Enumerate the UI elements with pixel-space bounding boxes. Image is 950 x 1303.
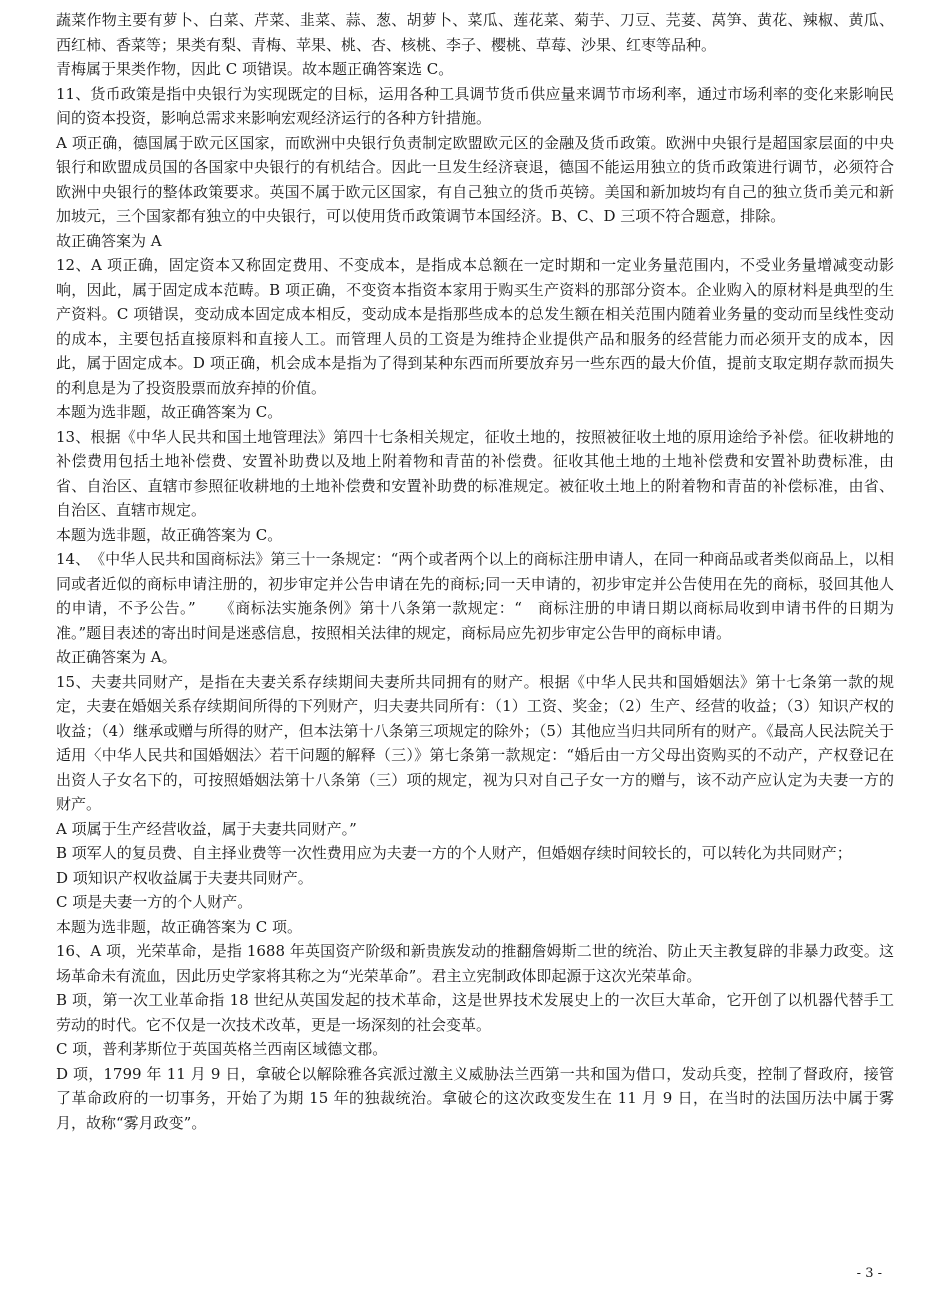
paragraph-q11-intro: 11、货币政策是指中央银行为实现既定的目标，运用各种工具调节货币供应量来调节市场利率，通过市场利率的变化来影响民间的资本投资，影响总需求来影响宏观经济运行的各种方针措施。: [56, 84, 894, 127]
paragraph-answer-13: 本题为选非题，故正确答案为 C。: [56, 525, 283, 544]
paragraph-answer-15: 本题为选非题，故正确答案为 C 项。: [56, 917, 303, 936]
paragraph-q13-analysis: 13、根据《中华人民共和国土地管理法》第四十七条相关规定，征收土地的，按照被征收土地的原用途给予补偿。征收耕地的补偿费用包括土地补偿费、安置补助费以及地上附着物和青苗的补偿费。征收其他土地的土地补偿费和安置补助费标准，由省、自治区、直辖市参照征收耕地的土地补偿费和安置补助费的标准规定。被征收土地上的附着物和青苗的补偿标准，由省、自治区、直辖市规定。: [56, 427, 894, 519]
paragraph-answer-10: 青梅属于果类作物，因此 C 项错误。故本题正确答案选 C。: [56, 60, 454, 78]
paragraph-answer-11: 故正确答案为 A: [56, 231, 162, 250]
paragraph-q15-option-d: D 项知识产权收益属于夫妻共同财产。: [56, 868, 313, 887]
paragraph-q11-analysis: A 项正确，德国属于欧元区国家，而欧洲中央银行负责制定欧盟欧元区的金融及货币政策。欧洲中央银行是超国家层面的中央银行和欧盟成员国的各国家中央银行的有机结合。因此一旦发生经济衰退，德国不能运用独立的货币政策进行调节，必须符合欧洲中央银行的整体政策要求。英国不属于欧元区国家，有自己独立的货币英镑。美国和新加坡均有自己的独立货币美元和新加坡元，三个国家都有独立的中央银行，可以使用货币政策调节本国经济。B、C、D 三项不符合题意，排除。: [56, 133, 894, 225]
page-number: - 3 -: [856, 1266, 882, 1281]
paragraph-q15-option-b: B 项军人的复员费、自主择业费等一次性费用应为夫妻一方的个人财产，但婚姻存续时间较长的，可以转化为共同财产；: [56, 844, 852, 862]
paragraph-q16-option-b: B 项，第一次工业革命指 18 世纪从英国发起的技术革命，这是世界技术发展史上的一次巨大革命，它开创了以机器代替手工劳动的时代。它不仅是一次技术改革，更是一场深刻的社会变革。: [56, 991, 894, 1034]
paragraph-q14-analysis: 14、 《中华人民共和国商标法》第三十一条规定：“两个或者两个以上的商标注册申请人，在同一种商品或者类似商品上，以相同或者近似的商标申请注册的，初步审定并公告申请在先的商标;同一天申请的，初步审定并公告使用在先的商标，驳回其他人的申请，不予公告。” 《商标法实施条例》第十八条第一款规定：“ 商标注册的申请日期以商标局收到申请书件的日期为准。”题目表述的寄出时间是迷惑信息，按照相关法律的规定，商标局应先初步审定公告甲的商标申请。: [56, 550, 894, 642]
paragraph-vegetables: 蔬菜作物主要有萝卜、白菜、芹菜、韭菜、蒜、葱、胡萝卜、菜瓜、莲花菜、菊芋、刀豆、芫荽、莴笋、黄花、辣椒、黄瓜、西红柿、香菜等；果类有梨、青梅、苹果、桃、杏、核桃、李子、樱桃、草莓、沙果、红枣等品种。: [56, 11, 894, 54]
paragraph-answer-12: 本题为选非题，故正确答案为 C。: [56, 403, 283, 421]
paragraph-q16-option-c: C 项，普利茅斯位于英国英格兰西南区域德文郡。: [56, 1040, 388, 1058]
paragraph-q15-option-c: C 项是夫妻一方的个人财产。: [56, 893, 253, 911]
paragraph-q12-analysis: 12、A 项正确，固定资本又称固定费用、不变成本，是指成本总额在一定时期和一定业务量范围内，不受业务量增减变动影响，因此，属于固定成本范畴。B 项正确，不变资本指资本家用于购买生产资料的那部分资本。企业购入的原材料是典型的生产资料。C 项错误，变动成本固定成本相反，变动成本是指那些成本的总发生额在相关范围内随着业务量的变动而呈线性变动的成本，主要包括直接原料和直接人工。而管理人员的工资是为维持企业提供产品和服务的经营能力而必须开支的成本，因此，属于固定成本。D 项正确，机会成本是指为了得到某种东西而所要放弃另一些东西的最大价值，提前支取定期存款而损失的利息是为了投资股票而放弃掉的价值。: [56, 256, 894, 397]
paragraph-answer-14: 故正确答案为 A。: [56, 648, 177, 666]
paragraph-q16-option-d: D 项，1799 年 11 月 9 日，拿破仑以解除雅各宾派过激主义威胁法兰西第一共和国为借口，发动兵变，控制了督政府，接管了革命政府的一切事务，开始了为期 15 年的独裁统治。拿破仑的这次政变发生在 11 月 9 日，在当时的法国历法中属于雾月，故称“雾月政变”。: [56, 1064, 894, 1132]
paragraph-q16-option-a: 16、A 项，光荣革命，是指 1688 年英国资产阶级和新贵族发动的推翻詹姆斯二世的统治、防止天主教复辟的非暴力政变。这场革命未有流血，因此历史学家将其称之为“光荣革命”。君主立宪制政体即起源于这次光荣革命。: [56, 942, 894, 985]
paragraph-q15-option-a: A 项属于生产经营收益，属于夫妻共同财产。”: [56, 819, 357, 838]
paragraph-q15-analysis: 15、夫妻共同财产，是指在夫妻关系存续期间夫妻所共同拥有的财产。根据《中华人民共和国婚姻法》第十七条第一款的规定，夫妻在婚姻关系存续期间所得的下列财产，归夫妻共同所有：（1）工资、奖金；（2）生产、经营的收益；（3）知识产权的收益；（4）继承或赠与所得的财产，但本法第十八条第三项规定的除外；（5）其他应当归共同所有的财产。《最高人民法院关于适用〈中华人民共和国婚姻法〉若干问题的解释（三）》第七条第一款规定：“婚后由一方父母出资购买的不动产，产权登记在出资人子女名下的，可按照婚姻法第十八条第（三）项的规定，视为只对自己子女一方的赠与，该不动产应认定为夫妻一方的财产。: [56, 672, 894, 813]
